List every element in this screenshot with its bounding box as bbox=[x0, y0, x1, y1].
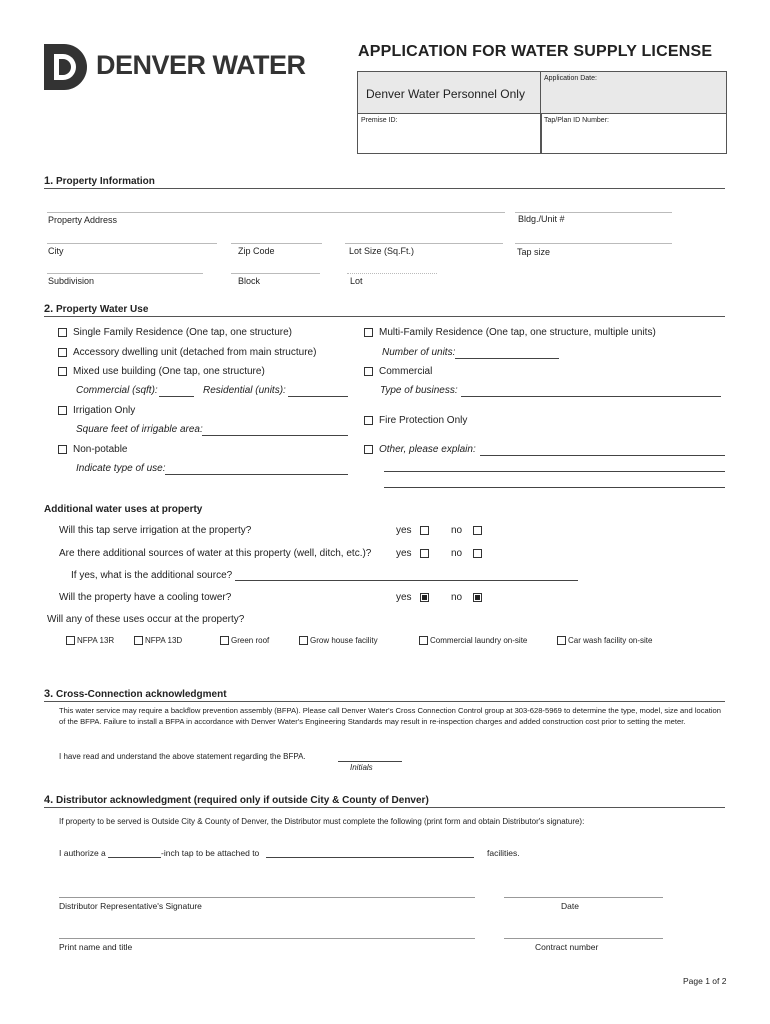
number-of-units-field[interactable] bbox=[455, 358, 559, 359]
green-roof-option[interactable] bbox=[220, 636, 269, 645]
uses-question: Will any of these uses occur at the property? bbox=[47, 614, 245, 625]
property-address-field[interactable] bbox=[47, 212, 505, 213]
cooling-yes-option[interactable] bbox=[396, 592, 435, 603]
commercial-option[interactable] bbox=[364, 366, 432, 377]
number-of-units-label: Number of units: bbox=[382, 347, 456, 358]
section4-rule bbox=[44, 807, 725, 808]
residential-units-label: Residential (units): bbox=[203, 385, 286, 396]
if-yes-source-label: If yes, what is the additional source? bbox=[71, 570, 233, 581]
grow-house-option[interactable] bbox=[299, 636, 378, 645]
irrigation-no-checkbox[interactable] bbox=[473, 526, 482, 535]
denver-water-logo-icon bbox=[42, 42, 92, 92]
section3-body: This water service may require a backflow prevention assembly (BFPA). Please call Denver Water's Cross Connection Control group at 303-628-5969 to determine the type, model, size and location of the BFPA. Failure to install a BFPA in accordance with Denver Water's Engineering Standards may result in re-inspection charges and added construction cost prior to setting the meter. bbox=[59, 706, 721, 726]
lot-size-field[interactable] bbox=[345, 243, 503, 244]
irrigation-only-option[interactable] bbox=[58, 405, 135, 416]
section3-title: Cross-Connection acknowledgment bbox=[55, 689, 227, 700]
sources-question: Are there additional sources of water at this property (well, ditch, etc.)? bbox=[59, 548, 372, 559]
section3-rule bbox=[44, 701, 725, 702]
section4-heading bbox=[44, 794, 429, 806]
section1-number: 1. bbox=[44, 175, 54, 187]
date-label: Date bbox=[561, 901, 579, 911]
section4-title: Distributor acknowledgment (required only if outside City & County of Denver) bbox=[55, 795, 429, 806]
property-address-label: Property Address bbox=[48, 215, 118, 225]
block-label: Block bbox=[238, 276, 261, 286]
sources-no-option[interactable] bbox=[451, 548, 488, 559]
application-date-label: Application Date: bbox=[544, 75, 597, 82]
adu-checkbox[interactable] bbox=[58, 348, 67, 357]
section3-number: 3. bbox=[44, 688, 54, 700]
irrigation-no-option[interactable] bbox=[451, 525, 488, 536]
non-potable-checkbox[interactable] bbox=[58, 445, 67, 454]
cooling-question: Will the property have a cooling tower? bbox=[59, 592, 232, 603]
other-explain-field-2[interactable] bbox=[384, 471, 725, 472]
section4-body: If property to be served is Outside City & County of Denver, the Distributor must complete the following (print form and obtain Distributor's signature): bbox=[59, 817, 585, 826]
other-checkbox[interactable] bbox=[364, 445, 373, 454]
non-potable-label: Non-potable bbox=[73, 444, 128, 455]
other-option[interactable] bbox=[364, 444, 476, 455]
other-explain-field-3[interactable] bbox=[384, 487, 725, 488]
square-feet-irrigable-field[interactable] bbox=[202, 435, 348, 436]
other-explain-field-1[interactable] bbox=[480, 455, 725, 456]
section2-title: Property Water Use bbox=[55, 304, 149, 315]
residential-units-field[interactable] bbox=[288, 396, 348, 397]
bldg-unit-label: Bldg./Unit # bbox=[518, 214, 565, 224]
irrigation-only-checkbox[interactable] bbox=[58, 406, 67, 415]
multi-family-checkbox[interactable] bbox=[364, 328, 373, 337]
sources-yes-checkbox[interactable] bbox=[420, 549, 429, 558]
irrigation-only-label: Irrigation Only bbox=[73, 405, 136, 416]
commercial-sqft-label: Commercial (sqft): bbox=[76, 385, 158, 396]
type-of-business-label: Type of business: bbox=[380, 385, 458, 396]
nfpa13d-checkbox[interactable] bbox=[134, 636, 143, 645]
city-field[interactable] bbox=[47, 243, 217, 244]
mixed-use-label: Mixed use building (One tap, one structure) bbox=[73, 366, 265, 377]
indicate-type-label: Indicate type of use: bbox=[76, 463, 166, 474]
tap-plan-id-cell[interactable] bbox=[540, 113, 727, 154]
commercial-label: Commercial bbox=[379, 366, 433, 377]
grow-house-label: Grow house facility bbox=[310, 636, 378, 645]
adu-option[interactable] bbox=[58, 347, 316, 358]
authorize-a-label: I authorize a bbox=[59, 848, 106, 858]
cooling-no-option[interactable] bbox=[451, 592, 488, 603]
bfpa-statement: I have read and understand the above statement regarding the BFPA. bbox=[59, 752, 306, 761]
cooling-yes-label: yes bbox=[396, 592, 412, 603]
car-wash-label: Car wash facility on-site bbox=[568, 636, 653, 645]
green-roof-label: Green roof bbox=[231, 636, 270, 645]
irrigation-yes-label: yes bbox=[396, 525, 412, 536]
non-potable-option[interactable] bbox=[58, 444, 127, 455]
lot-label: Lot bbox=[350, 276, 363, 286]
sources-yes-label: yes bbox=[396, 548, 412, 559]
form-title: APPLICATION FOR WATER SUPPLY LICENSE bbox=[358, 43, 713, 60]
tap-inch-field[interactable] bbox=[108, 857, 161, 858]
contract-number-field[interactable] bbox=[504, 938, 663, 939]
tap-size-field[interactable] bbox=[515, 243, 672, 244]
additional-uses-heading: Additional water uses at property bbox=[44, 504, 203, 515]
denver-water-logo bbox=[42, 42, 306, 92]
premise-id-cell[interactable] bbox=[357, 113, 542, 154]
commercial-checkbox[interactable] bbox=[364, 367, 373, 376]
nfpa13r-option[interactable] bbox=[66, 636, 114, 645]
green-roof-checkbox[interactable] bbox=[220, 636, 229, 645]
nfpa13r-label: NFPA 13R bbox=[77, 636, 115, 645]
section3-heading bbox=[44, 688, 227, 700]
subdivision-label: Subdivision bbox=[48, 276, 95, 286]
premise-id-label: Premise ID: bbox=[361, 117, 398, 124]
sources-no-checkbox[interactable] bbox=[473, 549, 482, 558]
cooling-yes-checkbox[interactable] bbox=[420, 593, 429, 602]
bldg-unit-field[interactable] bbox=[515, 212, 672, 213]
single-family-label: Single Family Residence (One tap, one structure) bbox=[73, 327, 292, 338]
lot-size-label: Lot Size (Sq.Ft.) bbox=[349, 246, 415, 256]
single-family-checkbox[interactable] bbox=[58, 328, 67, 337]
subdivision-field[interactable] bbox=[47, 273, 203, 274]
commercial-laundry-option[interactable] bbox=[419, 636, 527, 645]
print-name-label: Print name and title bbox=[59, 942, 133, 952]
type-of-business-field[interactable] bbox=[461, 396, 721, 397]
application-date-cell[interactable] bbox=[540, 71, 727, 114]
adu-label: Accessory dwelling unit (detached from main structure) bbox=[73, 347, 317, 358]
mixed-use-checkbox[interactable] bbox=[58, 367, 67, 376]
mixed-use-option[interactable] bbox=[58, 366, 265, 377]
tap-plan-id-label: Tap/Plan ID Number: bbox=[544, 117, 609, 124]
zip-label: Zip Code bbox=[238, 246, 275, 256]
section1-heading bbox=[44, 175, 155, 187]
fire-protection-checkbox[interactable] bbox=[364, 416, 373, 425]
irrigation-yes-checkbox[interactable] bbox=[420, 526, 429, 535]
personnel-only-label: Denver Water Personnel Only bbox=[366, 87, 525, 101]
facilities-field[interactable] bbox=[266, 857, 474, 858]
car-wash-checkbox[interactable] bbox=[557, 636, 566, 645]
fire-protection-option[interactable] bbox=[364, 415, 467, 426]
single-family-option[interactable] bbox=[58, 327, 292, 338]
section2-number: 2. bbox=[44, 303, 54, 315]
print-name-field[interactable] bbox=[59, 938, 475, 939]
nfpa13d-option[interactable] bbox=[134, 636, 182, 645]
section4-number: 4. bbox=[44, 794, 54, 806]
contract-number-label: Contract number bbox=[535, 942, 599, 952]
page-number: Page 1 of 2 bbox=[683, 976, 727, 986]
block-field[interactable] bbox=[231, 273, 320, 274]
cooling-no-checkbox[interactable] bbox=[473, 593, 482, 602]
zip-field[interactable] bbox=[231, 243, 322, 244]
lot-field[interactable] bbox=[347, 273, 437, 274]
personnel-only-cell bbox=[357, 71, 542, 114]
additional-source-field[interactable] bbox=[235, 580, 578, 581]
irrigation-question: Will this tap serve irrigation at the property? bbox=[59, 525, 252, 536]
multi-family-label: Multi-Family Residence (One tap, one structure, multiple units) bbox=[379, 327, 656, 338]
grow-house-checkbox[interactable] bbox=[299, 636, 308, 645]
section1-rule bbox=[44, 188, 725, 189]
square-feet-irrigable-label: Square feet of irrigable area: bbox=[76, 424, 203, 435]
sources-yes-option[interactable] bbox=[396, 548, 435, 559]
fire-protection-label: Fire Protection Only bbox=[379, 415, 468, 426]
other-explain-label: Other, please explain: bbox=[379, 444, 476, 455]
sources-no-label: no bbox=[451, 548, 463, 559]
cooling-no-label: no bbox=[451, 592, 463, 603]
section2-heading bbox=[44, 303, 148, 315]
irrigation-yes-option[interactable] bbox=[396, 525, 435, 536]
logo-wordmark: DENVER WATER bbox=[96, 50, 306, 80]
date-field[interactable] bbox=[504, 897, 663, 898]
city-label: City bbox=[48, 246, 64, 256]
tap-size-label: Tap size bbox=[517, 247, 551, 257]
facilities-label: facilities. bbox=[487, 848, 520, 858]
nfpa13r-checkbox[interactable] bbox=[66, 636, 75, 645]
initials-label: Initials bbox=[350, 763, 373, 772]
indicate-type-field[interactable] bbox=[165, 474, 348, 475]
signature-label: Distributor Representative's Signature bbox=[59, 901, 202, 911]
commercial-laundry-checkbox[interactable] bbox=[419, 636, 428, 645]
multi-family-option[interactable] bbox=[364, 327, 656, 338]
section1-title: Property Information bbox=[55, 176, 155, 187]
nfpa13d-label: NFPA 13D bbox=[145, 636, 183, 645]
signature-field[interactable] bbox=[59, 897, 475, 898]
section2-rule bbox=[44, 316, 725, 317]
initials-field[interactable] bbox=[338, 761, 402, 762]
irrigation-no-label: no bbox=[451, 525, 463, 536]
commercial-laundry-label: Commercial laundry on-site bbox=[430, 636, 528, 645]
inch-tap-label: -inch tap to be attached to bbox=[161, 848, 260, 858]
car-wash-option[interactable] bbox=[557, 636, 652, 645]
commercial-sqft-field[interactable] bbox=[159, 396, 194, 397]
